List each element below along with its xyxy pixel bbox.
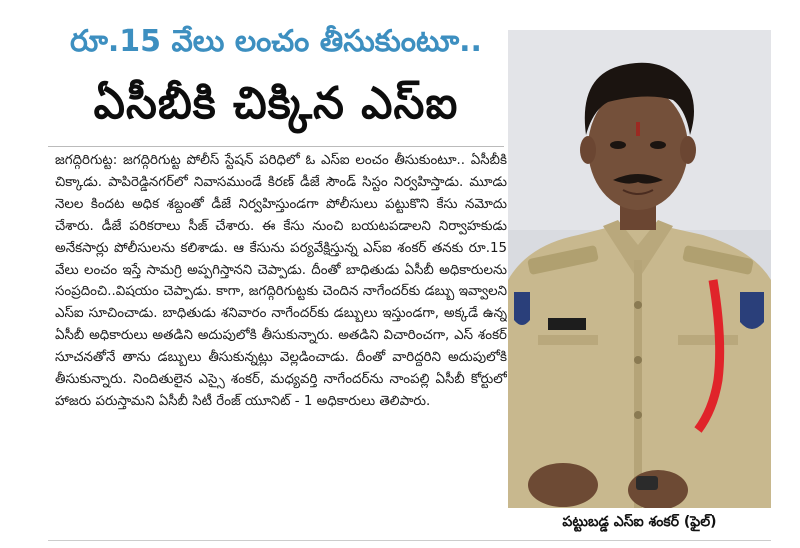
article-kicker: రూ.15 వేలు లంచం తీసుకుంటూ.. [70, 24, 482, 59]
headline-divider [48, 146, 504, 147]
article-body: జగద్గిరిగుట్ట: జగద్గిరిగుట్ట పోలీస్ స్టేషన్ పరిధిలో ఓ ఎస్ఐ లంచం తీసుకుంటూ.. ఏసీబీకి చిక్కాడు. పాపిరెడ్డినగర్‌లో నివాసముండే కిరణ్ డీజే సౌండ్ సిస్టం నిర్వహిస్తాడు. మూడు నెలల కిందట అధిక శబ్దంతో డీజే నిర్వహిస్తుండగా పోలీసులు పట్టుకొని కేసు నమోదు చేశారు. డీజే పరికరాలు సీజ్ చేశారు. ఈ కేసు నుంచి బయటపడాలని నిర్వాహకుడు అనేకసార్లు పోలీసులను కలిశాడు. ఆ కేసును పర్యవేక్షిస్తున్న ఎస్ఐ శంకర్ తనకు రూ.15 వేలు లంచం ఇస్తే సామగ్రి అప్పగిస్తానని చెప్పాడు. దీంతో బాధితుడు ఏసీబీ అధికారులను సంప్రదించి..విషయం చెప్పాడు. కాగా, జగద్గిరిగుట్టకు చెందిన నాగేందర్‌కు డబ్బు ఇవ్వాలని ఎస్ఐ సూచించాడు. బాధితుడు శనివారం నాగేందర్‌కు డబ్బులు ఇస్తుండగా, అక్కడే ఉన్న ఏసీబీ అధికారులు అతడిని అదుపులోకి తీసుకున్నారు. అతడిని విచారించగా, ఎస్ శంకర్ సూచనతోనే తాను డబ్బులు తీసుకున్నట్లు వెల్లడించాడు. దీంతో వారిద్దరిని అదుపులోకి తీసుకున్నారు. నిందితులైన ఎస్సై శంకర్, మధ్యవర్తి నాగేందర్‌ను నాంపల్లి ఏసీబీ కోర్టులో హాజరు పరుస్తామని ఏసీబీ సిటీ రేంజ్ యూనిట్ - 1 అధికారులు తెలిపారు. [55, 153, 507, 409]
officer-photo [508, 30, 771, 508]
photo-caption: పట్టుబడ్డ ఎస్ఐ శంకర్ (ఫైల్) [562, 514, 717, 530]
bottom-divider [48, 540, 771, 541]
article-headline: ఏసీబీకి చిక్కిన ఎస్ఐ [93, 78, 459, 129]
officer-portrait-illustration [508, 30, 771, 508]
